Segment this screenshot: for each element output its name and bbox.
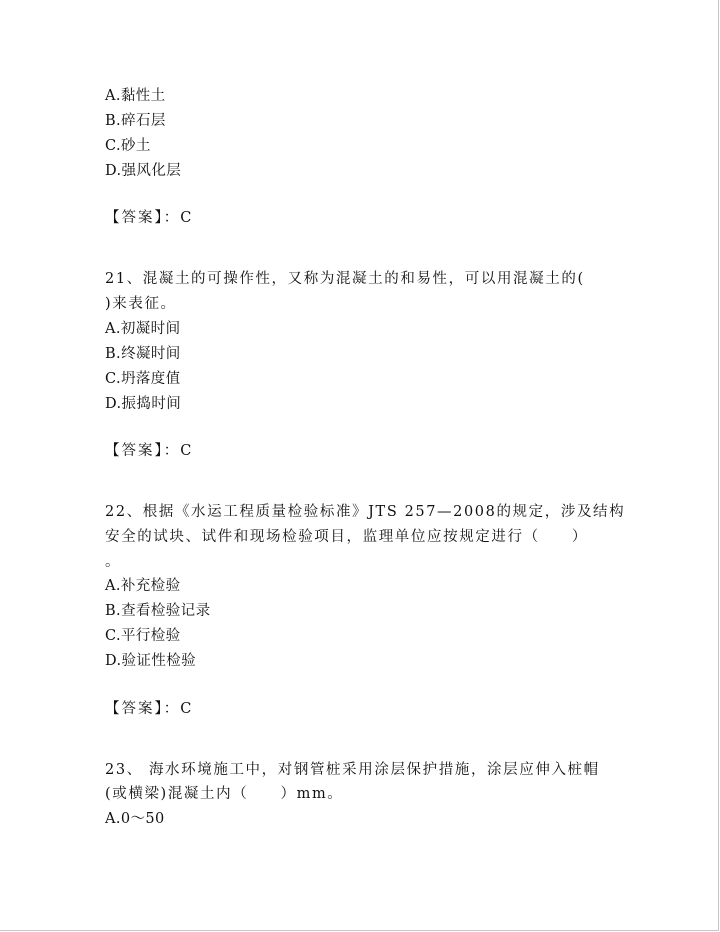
- q23-option-a: A.0～50: [105, 811, 165, 827]
- q20-answer: 【答案】：C: [105, 210, 194, 226]
- q21-option-d: D.振捣时间: [105, 396, 182, 412]
- q23-stem-line-1: 23、 海水环境施工中，对钢管桩采用涂层保护措施，涂层应伸入桩帽: [105, 762, 600, 778]
- q20-option-d: D.强风化层: [105, 163, 182, 179]
- q22-option-c: C.平行检验: [105, 628, 181, 644]
- q21-stem-line-2: )来表征。: [105, 296, 177, 312]
- q21-stem-line-1: 21、混凝土的可操作性，又称为混凝土的和易性，可以用混凝土的(: [105, 271, 585, 287]
- q22-option-b: B.查看检验记录: [105, 603, 211, 619]
- q20-option-a: A.黏性土: [105, 88, 166, 104]
- q22-option-a: A.补充检验: [105, 578, 181, 594]
- q21-option-b: B.终凝时间: [105, 346, 181, 362]
- q22-option-d: D.验证性检验: [105, 653, 197, 669]
- q22-stem-line-1: 22、根据《水运工程质量检验标准》JTS 257—2008的规定，涉及结构: [105, 504, 626, 520]
- q20-option-b: B.碎石层: [105, 113, 166, 129]
- q22-answer: 【答案】：C: [105, 701, 194, 717]
- q20-option-c: C.砂土: [105, 138, 151, 154]
- q22-stem-line-2: 安全的试块、试件和现场检验项目，监理单位应按规定进行（ ）: [105, 529, 588, 545]
- q21-answer: 【答案】：C: [105, 443, 194, 459]
- q22-stem-line-3: 。: [105, 554, 120, 570]
- q23-stem-line-2: (或横梁)混凝土内（ ）mm。: [105, 786, 344, 802]
- q21-option-c: C.坍落度值: [105, 371, 181, 387]
- q21-option-a: A.初凝时间: [105, 321, 181, 337]
